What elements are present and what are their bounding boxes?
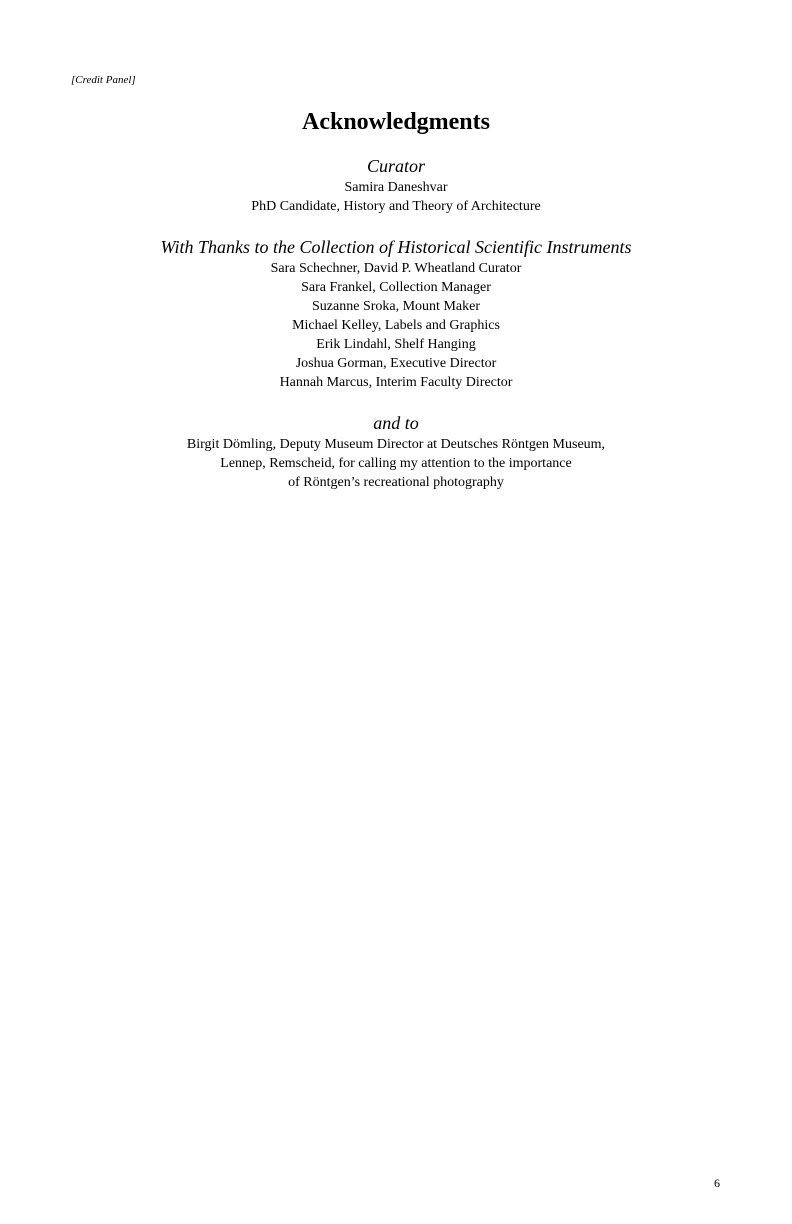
andto-line: Birgit Dömling, Deputy Museum Director at Deutsches Röntgen Museum, — [186, 437, 606, 452]
panel-label: [Credit Panel] — [71, 74, 136, 86]
curator-section — [0, 154, 792, 216]
curator-role: PhD Candidate, History and Theory of Architecture — [251, 199, 541, 214]
curator-name: Samira Daneshvar — [344, 180, 448, 195]
andto-line: of Röntgen’s recreational photography — [288, 475, 504, 490]
credit-line: Erik Lindahl, Shelf Hanging — [316, 337, 476, 352]
page-number: 6 — [714, 1176, 720, 1190]
page-title: Acknowledgments — [301, 109, 490, 135]
thanks-heading: With Thanks to the Collection of Historical Scientific Instruments — [160, 237, 632, 257]
credit-line: Michael Kelley, Labels and Graphics — [292, 318, 500, 333]
andto-line: Lennep, Remscheid, for calling my attention to the importance — [220, 456, 572, 471]
andto-section — [0, 411, 792, 492]
credit-line: Suzanne Sroka, Mount Maker — [312, 299, 480, 314]
credit-line: Joshua Gorman, Executive Director — [295, 356, 497, 371]
credit-line: Sara Frankel, Collection Manager — [301, 280, 491, 295]
curator-heading: Curator — [366, 156, 426, 176]
andto-heading: and to — [373, 413, 419, 433]
credit-line: Sara Schechner, David P. Wheatland Curator — [270, 261, 522, 276]
thanks-section — [0, 235, 792, 392]
credit-line: Hannah Marcus, Interim Faculty Director — [279, 375, 513, 390]
